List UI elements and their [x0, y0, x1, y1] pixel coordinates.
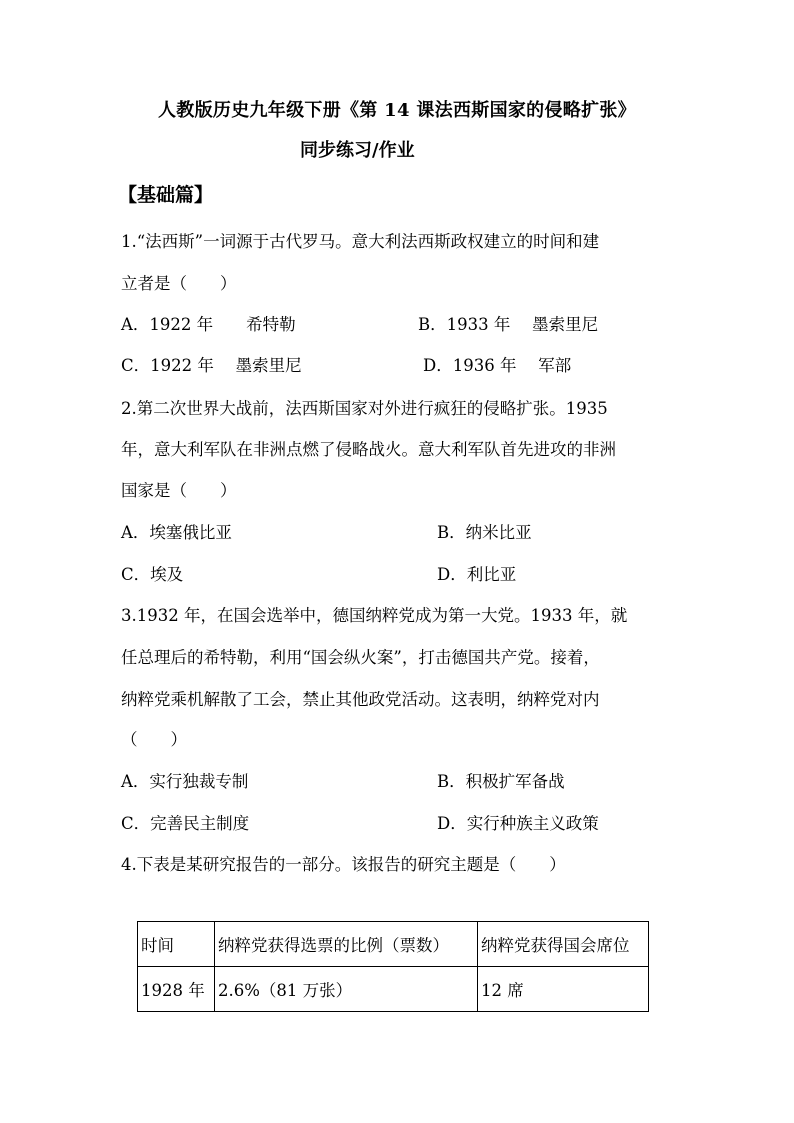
document-subtitle: 同步练习/作业 — [300, 140, 415, 161]
question-3-option-a: A．实行独裁专制 — [121, 772, 249, 791]
question-3-text: （ ） — [121, 730, 187, 749]
data-table — [137, 921, 649, 1012]
question-2-option-b: B．纳米比亚 — [437, 523, 532, 542]
question-3-text: 任总理后的希特勒，利用“国会纵火案”，打击德国共产党。接着， — [121, 648, 600, 667]
question-3-text: 3.1932 年，在国会选举中，德国纳粹党成为第一大党。1933 年，就 — [121, 606, 628, 625]
table-row — [138, 967, 649, 1012]
question-3-option-d: D．实行种族主义政策 — [437, 814, 599, 833]
table-cell: 1928 年 — [138, 967, 215, 1012]
section-heading: 【基础篇】 — [118, 184, 214, 206]
question-1-option-c: C．1922 年 墨索里尼 — [121, 356, 302, 375]
question-2-text: 2.第二次世界大战前，法西斯国家对外进行疯狂的侵略扩张。1935 — [121, 399, 608, 418]
document-title: 人教版历史九年级下册《第 14 课法西斯国家的侵略扩张》 — [158, 100, 636, 121]
question-1-text: 1.“法西斯”一词源于古代罗马。意大利法西斯政权建立的时间和建 — [121, 232, 600, 251]
question-2-text: 国家是（ ） — [121, 481, 237, 500]
question-2-option-c: C．埃及 — [121, 565, 184, 584]
table-header-row — [138, 922, 649, 967]
table-header-cell: 纳粹党获得选票的比例（票数） — [215, 922, 478, 967]
table-header-cell: 时间 — [138, 922, 215, 967]
question-1-option-a: A．1922 年 希特勒 — [121, 315, 296, 334]
question-3-text: 纳粹党乘机解散了工会，禁止其他政党活动。这表明，纳粹党对内 — [121, 690, 600, 709]
table-cell: 12 席 — [478, 967, 649, 1012]
question-4-text: 4.下表是某研究报告的一部分。该报告的研究主题是（ ） — [121, 855, 566, 874]
question-1-text: 立者是（ ） — [121, 274, 237, 293]
question-2-option-d: D．利比亚 — [437, 565, 517, 584]
question-2-option-a: A．埃塞俄比亚 — [121, 523, 232, 542]
table-header-cell: 纳粹党获得国会席位 — [478, 922, 649, 967]
question-3-option-b: B．积极扩军备战 — [437, 772, 565, 791]
question-1-option-b: B．1933 年 墨索里尼 — [418, 315, 599, 334]
question-1-option-d: D．1936 年 军部 — [423, 356, 572, 375]
question-2-text: 年，意大利军队在非洲点燃了侵略战火。意大利军队首先进攻的非洲 — [121, 440, 616, 459]
question-3-option-c: C．完善民主制度 — [121, 814, 250, 833]
table-cell: 2.6%（81 万张） — [215, 967, 478, 1012]
